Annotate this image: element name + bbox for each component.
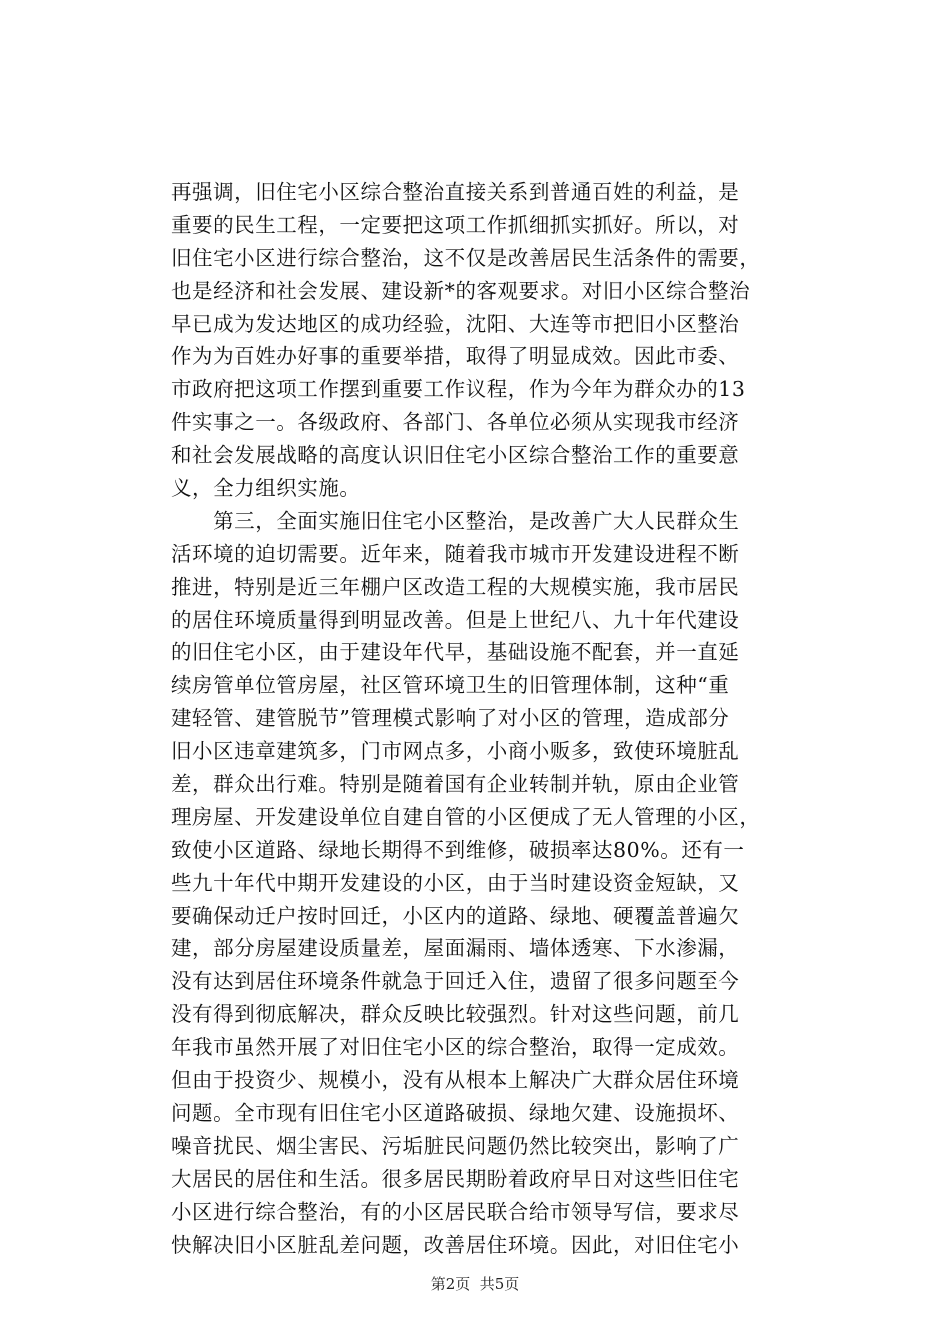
text-line: 但由于投资少、规模小，没有从根本上解决广大群众居住环境 — [171, 1068, 740, 1093]
text-line: 建，部分房屋建设质量差，屋面漏雨、墙体透寒、下水渗漏， — [171, 936, 740, 961]
text-line: 致使小区道路、绿地长期得不到维修，破损率达80%。还有一 — [171, 837, 745, 862]
text-line: 些九十年代中期开发建设的小区，由于当时建设资金短缺，又 — [171, 870, 740, 895]
text-line: 的旧住宅小区，由于建设年代早，基础设施不配套，并一直延 — [171, 640, 740, 665]
text-line: 要确保动迁户按时回迁，小区内的道路、绿地、硬覆盖普遍欠 — [171, 903, 740, 928]
text-line: 第三，全面实施旧住宅小区整治，是改善广大人民群众生 — [171, 508, 740, 533]
text-line: 推进，特别是近三年棚户区改造工程的大规模实施，我市居民 — [171, 574, 740, 599]
text-line: 义，全力组织实施。 — [171, 476, 361, 501]
text-line: 差，群众出行难。特别是随着国有企业转制并轨，原由企业管 — [171, 772, 740, 797]
text-line: 重要的民生工程，一定要把这项工作抓细抓实抓好。所以，对 — [171, 212, 740, 237]
text-line: 和社会发展战略的高度认识旧住宅小区综合整治工作的重要意 — [171, 443, 740, 468]
text-line: 年我市虽然开展了对旧住宅小区的综合整治，取得一定成效。 — [171, 1035, 740, 1060]
text-line: 没有得到彻底解决，群众反映比较强烈。针对这些问题，前几 — [171, 1002, 740, 1027]
text-line: 续房管单位管房屋，社区管环境卫生的旧管理体制，这种“重 — [171, 673, 730, 698]
text-line: 再强调，旧住宅小区综合整治直接关系到普通百姓的利益，是 — [171, 180, 740, 204]
text-line: 件实事之一。各级政府、各部门、各单位必须从实现我市经济 — [171, 410, 740, 435]
text-line: 也是经济和社会发展、建设新*的客观要求。对旧小区综合整治 — [171, 278, 751, 303]
text-line: 大居民的居住和生活。很多居民期盼着政府早日对这些旧住宅 — [171, 1166, 740, 1191]
body-text — [171, 176, 791, 1261]
text-line: 市政府把这项工作摆到重要工作议程，作为今年为群众办的13 — [171, 377, 746, 402]
text-line: 快解决旧小区脏乱差问题，改善居住环境。因此，对旧住宅小 — [171, 1232, 740, 1257]
text-line: 噪音扰民、烟尘害民、污垢脏民问题仍然比较突出，影响了广 — [171, 1133, 740, 1158]
text-line: 旧小区违章建筑多，门市网点多，小商小贩多，致使环境脏乱 — [171, 739, 740, 764]
text-line: 建轻管、建管脱节”管理模式影响了对小区的管理，造成部分 — [171, 706, 730, 731]
text-line: 活环境的迫切需要。近年来，随着我市城市开发建设进程不断 — [171, 541, 740, 566]
text-line: 问题。全市现有旧住宅小区道路破损、绿地欠建、设施损坏、 — [171, 1100, 740, 1125]
text-line: 早已成为发达地区的成功经验，沈阳、大连等市把旧小区整治 — [171, 311, 740, 336]
text-line: 的居住环境质量得到明显改善。但是上世纪八、九十年代建设 — [171, 607, 740, 632]
text-line: 没有达到居住环境条件就急于回迁入住，遗留了很多问题至今 — [171, 969, 740, 994]
page-footer: 第2页 共5页 — [430, 1275, 520, 1293]
text-line: 理房屋、开发建设单位自建自管的小区便成了无人管理的小区， — [171, 804, 761, 829]
text-line: 小区进行综合整治，有的小区居民联合给市领导写信，要求尽 — [171, 1199, 740, 1224]
text-line: 旧住宅小区进行综合整治，这不仅是改善居民生活条件的需要， — [171, 245, 761, 270]
text-line: 作为为百姓办好事的重要举措，取得了明显成效。因此市委、 — [171, 344, 740, 369]
